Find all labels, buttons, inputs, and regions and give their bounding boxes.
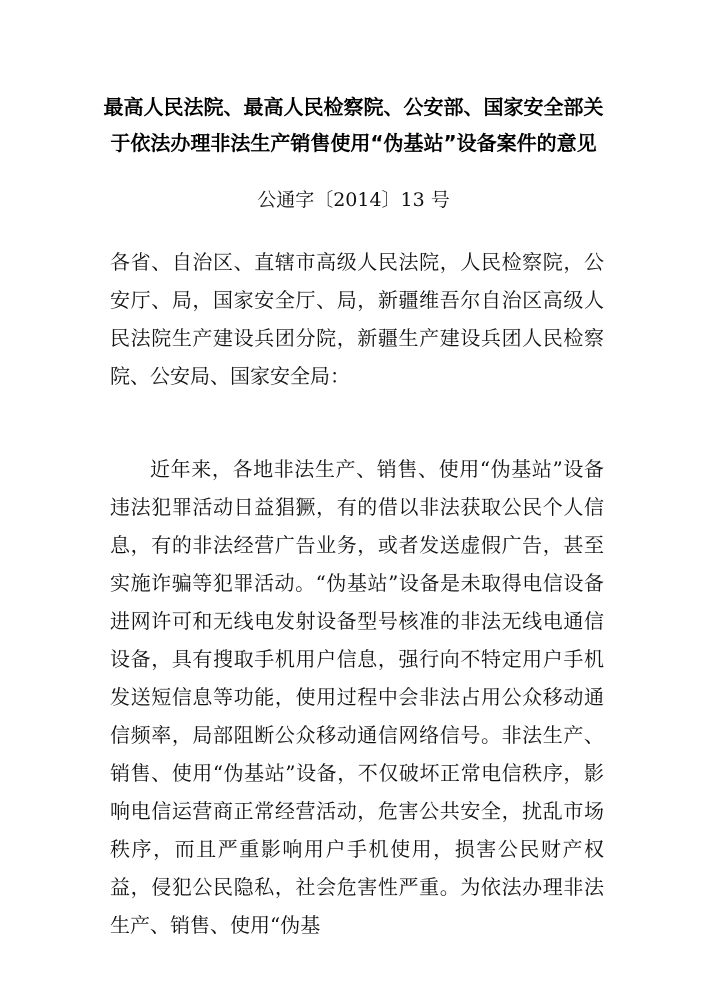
document-title-line-1: 最高人民法院、最高人民检察院、公安部、国家安全部关	[103, 95, 604, 119]
addressee-paragraph: 各省、自治区、直辖市高级人民法院，人民检察院，公安厅、局，国家安全厅、局，新疆维吾尔自治区高级人民法院生产建设兵团分院，新疆生产建设兵团人民检察院、公安局、国家安全局：	[110, 250, 604, 388]
body-paragraph: 近年来，各地非法生产、销售、使用“伪基站”设备违法犯罪活动日益猖獗，有的借以非法获取公民个人信息，有的非法经营广告业务，或者发送虚假广告，甚至实施诈骗等犯罪活动。“伪基站”设备是未取得电信设备进网许可和无线电发射设备型号核准的非法无线电通信设备，具有搜取手机用户信息，强行向不特定用户手机发送短信息等功能，使用过程中会非法占用公众移动通信频率，局部阻断公众移动通信网络信号。非法生产、销售、使用“伪基站”设备，不仅破坏正常电信秩序，影响电信运营商正常经营活动，危害公共安全，扰乱市场秩序，而且严重影响用户手机使用，损害公民财产权益，侵犯公民隐私，社会危害性严重。为依法办理非法生产、销售、使用“伪基	[110, 457, 604, 937]
document-number: 公通字〔2014〕13 号	[257, 189, 450, 211]
document-title-line-2: 于依法办理非法生产销售使用“伪基站”设备案件的意见	[110, 131, 597, 155]
